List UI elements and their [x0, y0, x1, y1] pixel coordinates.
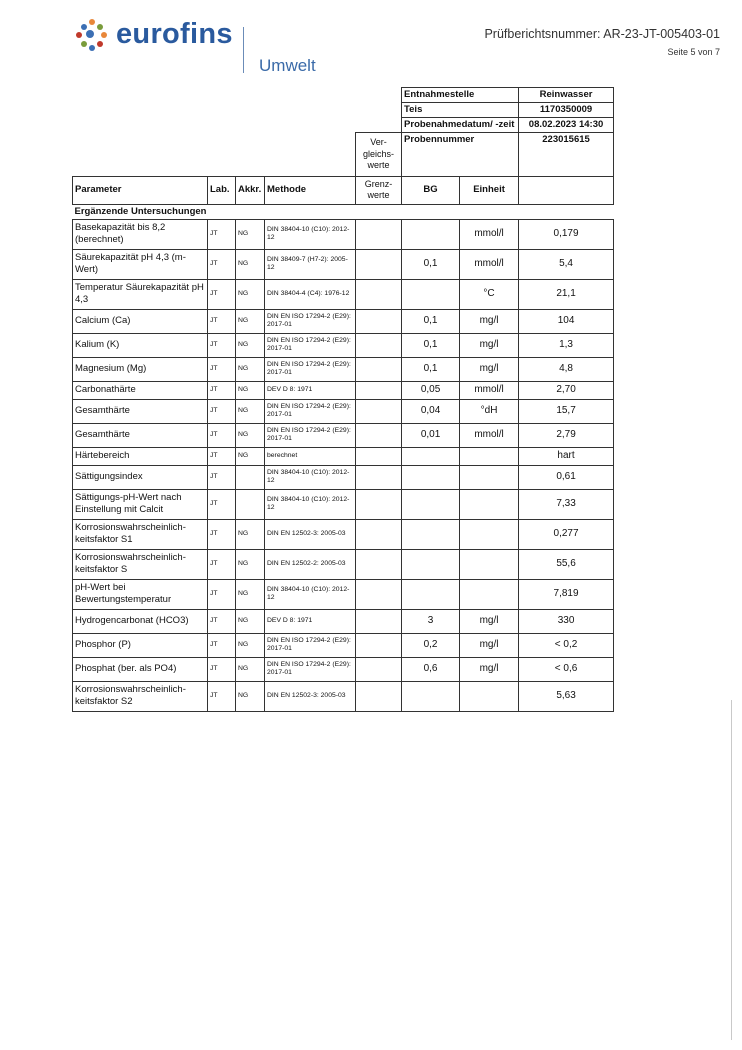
cell-accreditation: NG	[236, 381, 265, 399]
cell-accreditation: NG	[236, 357, 265, 381]
cell-limit-value	[356, 609, 402, 633]
cell-limit-value	[356, 333, 402, 357]
cell-unit	[460, 549, 519, 579]
cell-limit-value	[356, 423, 402, 447]
cell-limit-value	[356, 447, 402, 465]
sample-info-label: Entnahmestelle	[402, 88, 519, 103]
cell-unit: mg/l	[460, 609, 519, 633]
cell-parameter: Carbonathärte	[73, 381, 208, 399]
cell-accreditation: NG	[236, 279, 265, 309]
cell-result: 21,1	[519, 279, 614, 309]
cell-result: 330	[519, 609, 614, 633]
cell-parameter: Calcium (Ca)	[73, 309, 208, 333]
cell-limit-value	[356, 633, 402, 657]
table-row	[73, 279, 614, 309]
table-row	[73, 447, 614, 465]
table-row	[73, 249, 614, 279]
cell-lab: JT	[208, 423, 236, 447]
cell-method: DEV D 8: 1971	[265, 381, 356, 399]
cell-bg: 0,04	[402, 399, 460, 423]
column-header-unit: Einheit	[460, 176, 519, 204]
cell-unit	[460, 447, 519, 465]
cell-method: DIN 38404-10 (C10): 2012-12	[265, 579, 356, 609]
cell-unit: mmol/l	[460, 249, 519, 279]
cell-limit-value	[356, 249, 402, 279]
cell-unit: mmol/l	[460, 219, 519, 249]
cell-limit-value	[356, 489, 402, 519]
cell-limit-value	[356, 219, 402, 249]
cell-lab: JT	[208, 447, 236, 465]
table-row	[73, 489, 614, 519]
cell-result: 2,70	[519, 381, 614, 399]
cell-unit: mg/l	[460, 309, 519, 333]
cell-bg	[402, 489, 460, 519]
cell-lab: JT	[208, 609, 236, 633]
table-row	[73, 657, 614, 681]
cell-parameter: Korrosionswahrscheinlich-keitsfaktor S1	[73, 519, 208, 549]
cell-accreditation: NG	[236, 309, 265, 333]
cell-accreditation: NG	[236, 579, 265, 609]
cell-method: DIN 38404-4 (C4): 1976-12	[265, 279, 356, 309]
cell-limit-value	[356, 519, 402, 549]
cell-method: DIN 38404-10 (C10): 2012-12	[265, 219, 356, 249]
cell-limit-value	[356, 381, 402, 399]
column-header-accreditation: Akkr.	[236, 176, 265, 204]
cell-limit-value	[356, 279, 402, 309]
cell-parameter: Korrosionswahrscheinlich-keitsfaktor S2	[73, 681, 208, 711]
table-row	[73, 219, 614, 249]
table-row	[73, 381, 614, 399]
cell-result: 55,6	[519, 549, 614, 579]
table-row	[73, 465, 614, 489]
sample-info-label: Teis	[402, 102, 519, 117]
cell-bg: 0,01	[402, 423, 460, 447]
cell-parameter: Magnesium (Mg)	[73, 357, 208, 381]
cell-parameter: Temperatur Säurekapazität pH 4,3	[73, 279, 208, 309]
cell-result: 5,63	[519, 681, 614, 711]
cell-result: 7,33	[519, 489, 614, 519]
cell-parameter: Hydrogencarbonat (HCO3)	[73, 609, 208, 633]
cell-parameter: Sättigungs-pH-Wert nach Einstellung mit Calcit	[73, 489, 208, 519]
logo-separator	[243, 27, 244, 73]
cell-lab: JT	[208, 489, 236, 519]
cell-unit	[460, 519, 519, 549]
sample-number-label: Probennummer	[402, 132, 519, 176]
cell-result: 15,7	[519, 399, 614, 423]
cell-parameter: pH-Wert bei Bewertungstemperatur	[73, 579, 208, 609]
cell-bg	[402, 579, 460, 609]
cell-unit: mg/l	[460, 333, 519, 357]
cell-lab: JT	[208, 309, 236, 333]
cell-parameter: Korrosionswahrscheinlich-keitsfaktor S	[73, 549, 208, 579]
division-label: Umwelt	[259, 56, 316, 75]
cell-result: 1,3	[519, 333, 614, 357]
column-header-lab: Lab.	[208, 176, 236, 204]
cell-bg: 0,1	[402, 309, 460, 333]
cell-unit	[460, 681, 519, 711]
eurofins-logo	[76, 18, 233, 51]
column-header-result	[519, 176, 614, 204]
column-header-parameter: Parameter	[73, 176, 208, 204]
cell-method: DIN EN ISO 17294-2 (E29): 2017-01	[265, 423, 356, 447]
cell-accreditation	[236, 465, 265, 489]
cell-lab: JT	[208, 333, 236, 357]
cell-parameter: Sättigungsindex	[73, 465, 208, 489]
cell-lab: JT	[208, 249, 236, 279]
cell-limit-value	[356, 309, 402, 333]
cell-accreditation: NG	[236, 657, 265, 681]
cell-lab: JT	[208, 399, 236, 423]
table-row	[73, 681, 614, 711]
cell-accreditation: NG	[236, 633, 265, 657]
cell-result: 0,61	[519, 465, 614, 489]
cell-accreditation: NG	[236, 249, 265, 279]
cell-bg: 0,2	[402, 633, 460, 657]
cell-parameter: Härtebereich	[73, 447, 208, 465]
cell-lab: JT	[208, 519, 236, 549]
brand-name: eurofins	[116, 18, 233, 50]
eurofins-dots-icon	[76, 19, 108, 51]
cell-unit	[460, 465, 519, 489]
column-header-bg: BG	[402, 176, 460, 204]
cell-lab: JT	[208, 279, 236, 309]
comparison-values-header: Ver- gleichs- werte	[356, 132, 402, 176]
table-row	[73, 549, 614, 579]
section-title: Ergänzende Untersuchungen	[74, 205, 207, 217]
cell-result: hart	[519, 447, 614, 465]
table-row	[73, 609, 614, 633]
cell-result: 0,277	[519, 519, 614, 549]
cell-method: DIN EN ISO 17294-2 (E29): 2017-01	[265, 633, 356, 657]
cell-result: 4,8	[519, 357, 614, 381]
cell-unit: mg/l	[460, 357, 519, 381]
cell-parameter: Kalium (K)	[73, 333, 208, 357]
cell-unit: mg/l	[460, 633, 519, 657]
cell-method: DEV D 8: 1971	[265, 609, 356, 633]
cell-bg	[402, 219, 460, 249]
cell-bg: 0,1	[402, 357, 460, 381]
cell-accreditation: NG	[236, 609, 265, 633]
cell-method: DIN EN 12502-3: 2005-03	[265, 681, 356, 711]
cell-accreditation: NG	[236, 333, 265, 357]
results-table	[72, 87, 614, 712]
cell-parameter: Phosphor (P)	[73, 633, 208, 657]
cell-method: DIN EN ISO 17294-2 (E29): 2017-01	[265, 399, 356, 423]
cell-limit-value	[356, 657, 402, 681]
table-row	[73, 357, 614, 381]
cell-result: 5,4	[519, 249, 614, 279]
cell-result: 7,819	[519, 579, 614, 609]
cell-result: 2,79	[519, 423, 614, 447]
cell-accreditation: NG	[236, 519, 265, 549]
cell-lab: JT	[208, 465, 236, 489]
cell-result: < 0,6	[519, 657, 614, 681]
table-row	[73, 633, 614, 657]
sample-info-value: 1170350009	[519, 102, 614, 117]
cell-parameter: Basekapazität bis 8,2 (berechnet)	[73, 219, 208, 249]
cell-result: < 0,2	[519, 633, 614, 657]
cell-bg	[402, 465, 460, 489]
cell-parameter: Gesamthärte	[73, 399, 208, 423]
table-row	[73, 579, 614, 609]
cell-bg: 3	[402, 609, 460, 633]
cell-parameter: Gesamthärte	[73, 423, 208, 447]
cell-method: DIN EN ISO 17294-2 (E29): 2017-01	[265, 657, 356, 681]
cell-unit	[460, 579, 519, 609]
cell-lab: JT	[208, 681, 236, 711]
cell-accreditation: NG	[236, 399, 265, 423]
cell-bg	[402, 681, 460, 711]
cell-lab: JT	[208, 579, 236, 609]
cell-accreditation: NG	[236, 447, 265, 465]
table-row	[73, 333, 614, 357]
cell-unit: °C	[460, 279, 519, 309]
sample-number-value: 223015615	[519, 132, 614, 176]
cell-bg	[402, 519, 460, 549]
cell-limit-value	[356, 465, 402, 489]
cell-method: DIN EN 12502-2: 2005-03	[265, 549, 356, 579]
table-row	[73, 519, 614, 549]
table-row	[73, 423, 614, 447]
cell-result: 104	[519, 309, 614, 333]
cell-bg: 0,05	[402, 381, 460, 399]
cell-lab: JT	[208, 549, 236, 579]
cell-method: DIN EN 12502-3: 2005-03	[265, 519, 356, 549]
cell-method: DIN EN ISO 17294-2 (E29): 2017-01	[265, 333, 356, 357]
cell-unit	[460, 489, 519, 519]
cell-method: DIN 38404-10 (C10): 2012-12	[265, 465, 356, 489]
report-number: Prüfberichtsnummer: AR-23-JT-005403-01	[484, 27, 720, 41]
cell-limit-value	[356, 399, 402, 423]
cell-method: DIN 38409-7 (H7-2): 2005-12	[265, 249, 356, 279]
cell-bg: 0,1	[402, 249, 460, 279]
cell-method: DIN 38404-10 (C10): 2012-12	[265, 489, 356, 519]
cell-lab: JT	[208, 657, 236, 681]
page-edge-line	[731, 700, 732, 1040]
cell-accreditation: NG	[236, 549, 265, 579]
cell-lab: JT	[208, 357, 236, 381]
cell-parameter: Phosphat (ber. als PO4)	[73, 657, 208, 681]
sample-info-label: Probenahmedatum/ -zeit	[402, 117, 519, 132]
cell-lab: JT	[208, 219, 236, 249]
cell-accreditation: NG	[236, 219, 265, 249]
cell-accreditation	[236, 489, 265, 519]
table-row	[73, 309, 614, 333]
cell-method: DIN EN ISO 17294-2 (E29): 2017-01	[265, 309, 356, 333]
cell-limit-value	[356, 579, 402, 609]
cell-bg: 0,6	[402, 657, 460, 681]
cell-parameter: Säurekapazität pH 4,3 (m-Wert)	[73, 249, 208, 279]
cell-result: 0,179	[519, 219, 614, 249]
page-number: Seite 5 von 7	[667, 47, 720, 57]
table-row	[73, 399, 614, 423]
column-header-limit-values: Grenz- werte	[356, 176, 402, 204]
cell-unit: °dH	[460, 399, 519, 423]
cell-bg	[402, 549, 460, 579]
cell-accreditation: NG	[236, 423, 265, 447]
cell-method: berechnet	[265, 447, 356, 465]
cell-limit-value	[356, 681, 402, 711]
sample-info-value: Reinwasser	[519, 88, 614, 103]
column-header-method: Methode	[265, 176, 356, 204]
cell-lab: JT	[208, 381, 236, 399]
sample-info-value: 08.02.2023 14:30	[519, 117, 614, 132]
cell-unit: mmol/l	[460, 381, 519, 399]
cell-bg: 0,1	[402, 333, 460, 357]
cell-unit: mg/l	[460, 657, 519, 681]
cell-unit: mmol/l	[460, 423, 519, 447]
cell-method: DIN EN ISO 17294-2 (E29): 2017-01	[265, 357, 356, 381]
cell-bg	[402, 279, 460, 309]
cell-limit-value	[356, 357, 402, 381]
cell-lab: JT	[208, 633, 236, 657]
cell-accreditation: NG	[236, 681, 265, 711]
cell-limit-value	[356, 549, 402, 579]
cell-bg	[402, 447, 460, 465]
